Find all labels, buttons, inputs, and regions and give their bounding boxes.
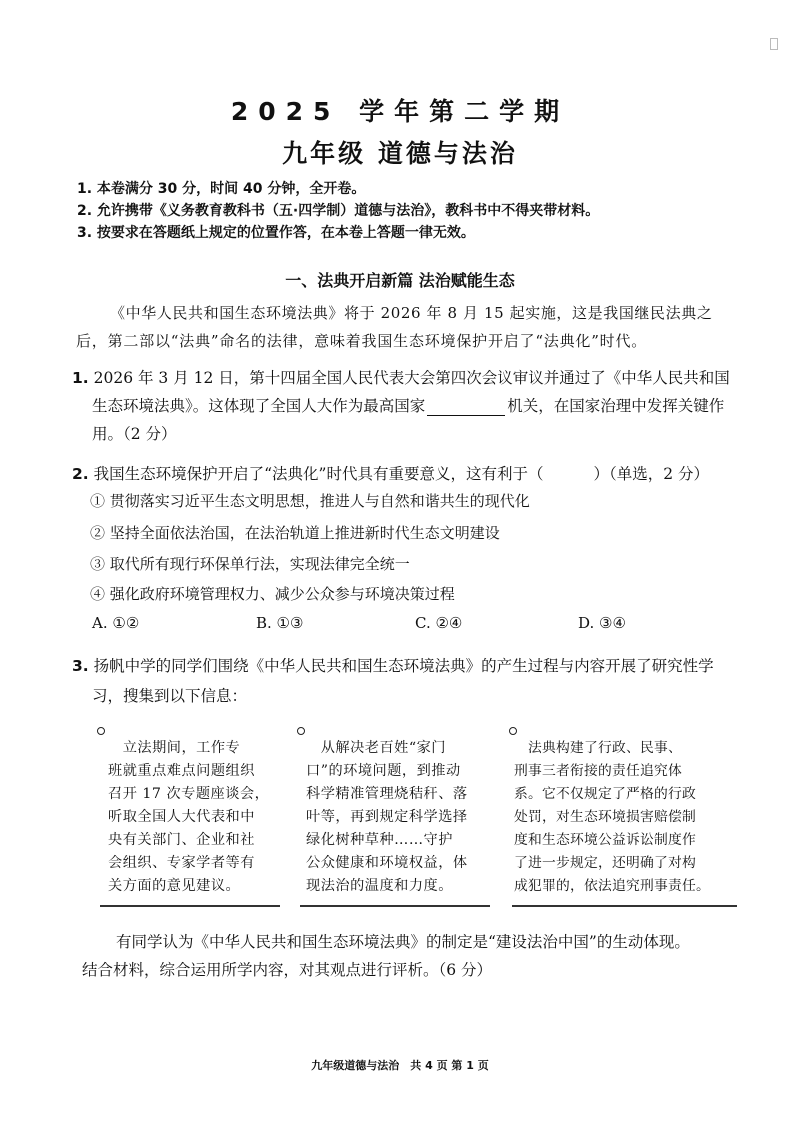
question-3-prompt-2: 结合材料，综合运用所学内容，对其观点进行评析。（6 分） [82,961,493,979]
card-3-underline [512,905,737,907]
card-1 [108,737,288,898]
page-footer: 九年级道德与法治 共 4 页 第 1 页 [311,1059,489,1072]
choice-b: B. ①③ [256,614,304,632]
question-1-line-2 [92,394,724,416]
card-3-line: 成犯罪的，依法追究刑事责任。 [514,878,710,894]
choice-a: A. ①② [92,614,140,632]
question-1-text-3: 用。（2 分） [92,425,177,443]
question-3-text-2: 习，搜集到以下信息： [92,687,248,705]
question-2-number: 2. [72,465,89,483]
card-1-line: 关方面的意见建议。 [108,878,241,894]
card-2-line: 绿化树种草种……守护 [306,832,453,848]
card-3-line: 法典构建了行政、民事、 [514,740,682,756]
card-1-underline [100,905,280,907]
card-1-line: 听取全国人大代表和中 [108,809,255,825]
card-3-line: 系。它不仅规定了严格的行政 [514,786,696,802]
card-2 [306,737,496,898]
card-1-line: 央有关部门、企业和社 [108,832,255,848]
note-line-3: 3. 按要求在答题纸上规定的位置作答，在本卷上答题一律无效。 [77,225,475,241]
choice-d: D. ③④ [578,614,626,632]
card-3-line: 刑事三者衔接的责任追究体 [514,763,682,779]
question-1-number: 1. [72,369,89,387]
note-line-1: 1. 本卷满分 30 分，时间 40 分钟，全开卷。 [77,181,366,197]
card-1-marker [97,727,105,735]
question-3-number: 3. [72,657,89,675]
statement-1: ① 贯彻落实习近平生态文明思想，推进人与自然和谐共生的现代化 [90,492,530,510]
question-2-text-a: 我国生态环境保护开启了“法典化”时代具有重要意义，这有利于（ [93,465,544,483]
card-2-line: 口”的环境问题，到推动 [306,763,461,779]
card-2-line: 公众健康和环境权益，体 [306,855,468,871]
question-3-prompt-1: 有同学认为《中华人民共和国生态环境法典》的制定是“建设法治中国”的生动体现。 [116,933,690,951]
question-1-text-1: 2026 年 3 月 12 日，第十四届全国人民代表大会第四次会议审议并通过了《中华人民共和国 [93,369,730,387]
question-1-text-2b: 机关，在国家治理中发挥关键作 [507,397,725,415]
question-2-stem [72,462,709,484]
card-1-line: 立法期间，工作专 [108,740,241,756]
card-2-marker [297,727,305,735]
note-line-2: 2. 允许携带《义务教育教科书（五·四学制）道德与法治》，教科书中不得夹带材料。 [77,203,600,219]
statement-2: ② 坚持全面依法治国，在法治轨道上推进新时代生态文明建设 [90,524,500,542]
card-2-line: 叶等，再到规定科学选择 [306,809,468,825]
card-3 [514,737,739,898]
card-2-line: 现法治的温度和力度。 [306,878,453,894]
intro-line-2: 后，第二部以“法典”命名的法律，意味着我国生态环境保护开启了“法典化”时代。 [76,332,648,350]
card-2-underline [300,905,490,907]
statement-3: ③ 取代所有现行环保单行法，实现法律完全统一 [90,555,410,573]
exam-term-title: 2025 学年第二学期 [230,97,570,126]
section-title: 一、法典开启新篇 法治赋能生态 [285,271,515,290]
question-3-text-1: 扬帆中学的同学们围绕《中华人民共和国生态环境法典》的产生过程与内容开展了研究性学 [93,657,714,675]
edge-mark [770,38,778,50]
question-2-text-b: ）（单选，2 分） [593,465,710,483]
card-3-line: 处罚，对生态环境损害赔偿制 [514,809,696,825]
question-1-text-2a: 生态环境法典》。这体现了全国人大作为最高国家 [92,397,426,415]
exam-subject-title: 九年级 道德与法治 [282,139,518,168]
card-2-line: 科学精准管理烧秸秆、落 [306,786,468,802]
card-1-line: 班就重点难点问题组织 [108,763,255,779]
card-3-line: 度和生态环境公益诉讼制度作 [514,832,696,848]
statement-4: ④ 强化政府环境管理权力、减少公众参与环境决策过程 [90,585,455,603]
card-1-line: 召开 17 次专题座谈会， [108,786,270,802]
card-3-marker [509,727,517,735]
card-1-line: 会组织、专家学者等有 [108,855,255,871]
question-1-line-1 [72,366,730,388]
intro-line-1: 《中华人民共和国生态环境法典》将于 2026 年 8 月 15 起实施，这是我国继民法典之 [110,304,713,322]
choice-c: C. ②④ [415,614,463,632]
card-3-line: 了进一步规定，还明确了对构 [514,855,696,871]
question-3-line-1 [72,654,714,676]
answer-blank [427,399,505,416]
card-2-line: 从解决老百姓“家门 [306,740,446,756]
